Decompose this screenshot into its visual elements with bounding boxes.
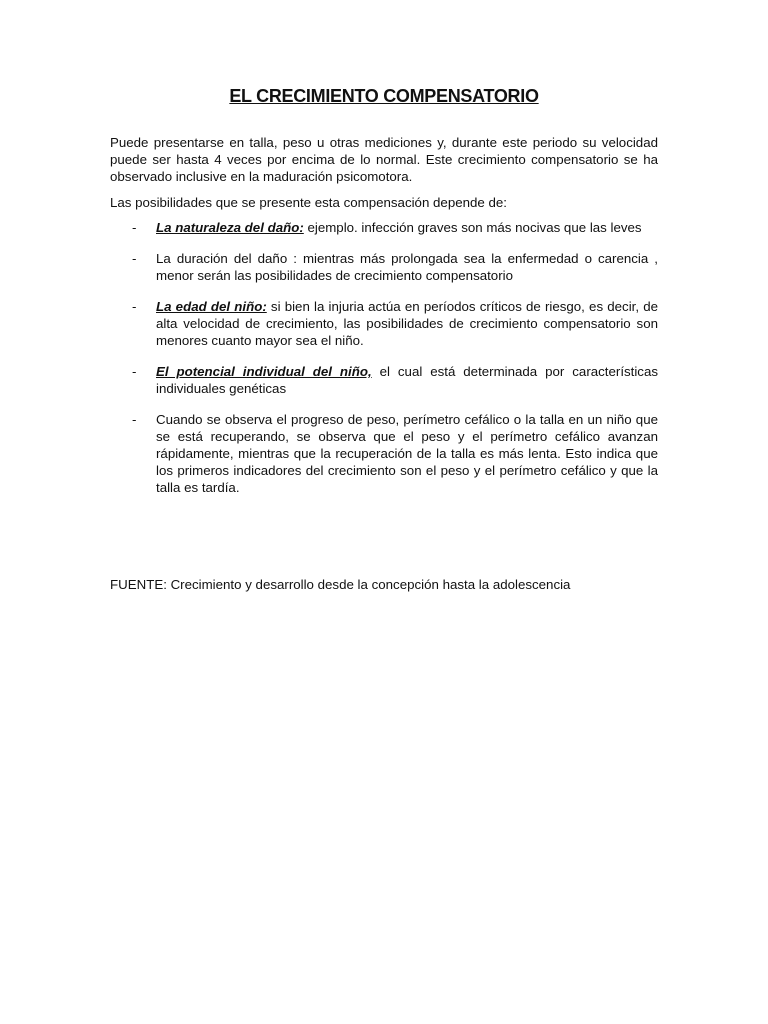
bullet-dash: - [132, 364, 137, 379]
list-item-text: el cual está determinada por características individuales genéticas [156, 364, 658, 396]
list-item-text: si bien la injuria actúa en períodos críticos de riesgo, es decir, de alta velocidad de crecimiento, las posibilidades de crecimiento compensatorio son menores cuanto mayor sea el niño. [156, 299, 658, 348]
list-item [110, 219, 658, 236]
list-item-label: El potencial individual del niño, [156, 364, 372, 379]
list-item-label: La naturaleza del daño: [156, 220, 304, 235]
list-item-label: La edad del niño: [156, 299, 267, 314]
list-item [110, 411, 658, 496]
factor-list [110, 219, 658, 510]
list-item [110, 363, 658, 397]
source-citation: FUENTE: Crecimiento y desarrollo desde la concepción hasta la adolescencia [110, 577, 571, 592]
bullet-dash: - [132, 220, 137, 235]
list-item-text: La duración del daño : mientras más prolongada sea la enfermedad o carencia , menor serán las posibilidades de crecimiento compensatorio [156, 251, 658, 283]
bullet-dash: - [132, 251, 137, 266]
bullet-dash: - [132, 299, 137, 314]
intro-paragraph: Puede presentarse en talla, peso u otras mediciones y, durante este periodo su velocidad puede ser hasta 4 veces por encima de lo normal. Este crecimiento compensatorio se ha observado inclusive en la maduración psicomotora. [110, 135, 658, 184]
list-item [110, 298, 658, 349]
list-item [110, 250, 658, 284]
list-item-text: Cuando se observa el progreso de peso, perímetro cefálico o la talla en un niño que se está recuperando, se observa que el peso y el perímetro cefálico avanzan rápidamente, mientras que la recuperación de la talla es más lenta. Esto indica que los primeros indicadores del crecimiento son el peso y el perímetro cefálico y que la talla es tardía. [156, 412, 658, 495]
page-title: EL CRECIMIENTO COMPENSATORIO [229, 86, 539, 106]
bullet-dash: - [132, 412, 137, 427]
list-item-text: ejemplo. infección graves son más nocivas que las leves [303, 220, 642, 235]
list-lead-paragraph: Las posibilidades que se presente esta compensación depende de: [110, 195, 507, 210]
